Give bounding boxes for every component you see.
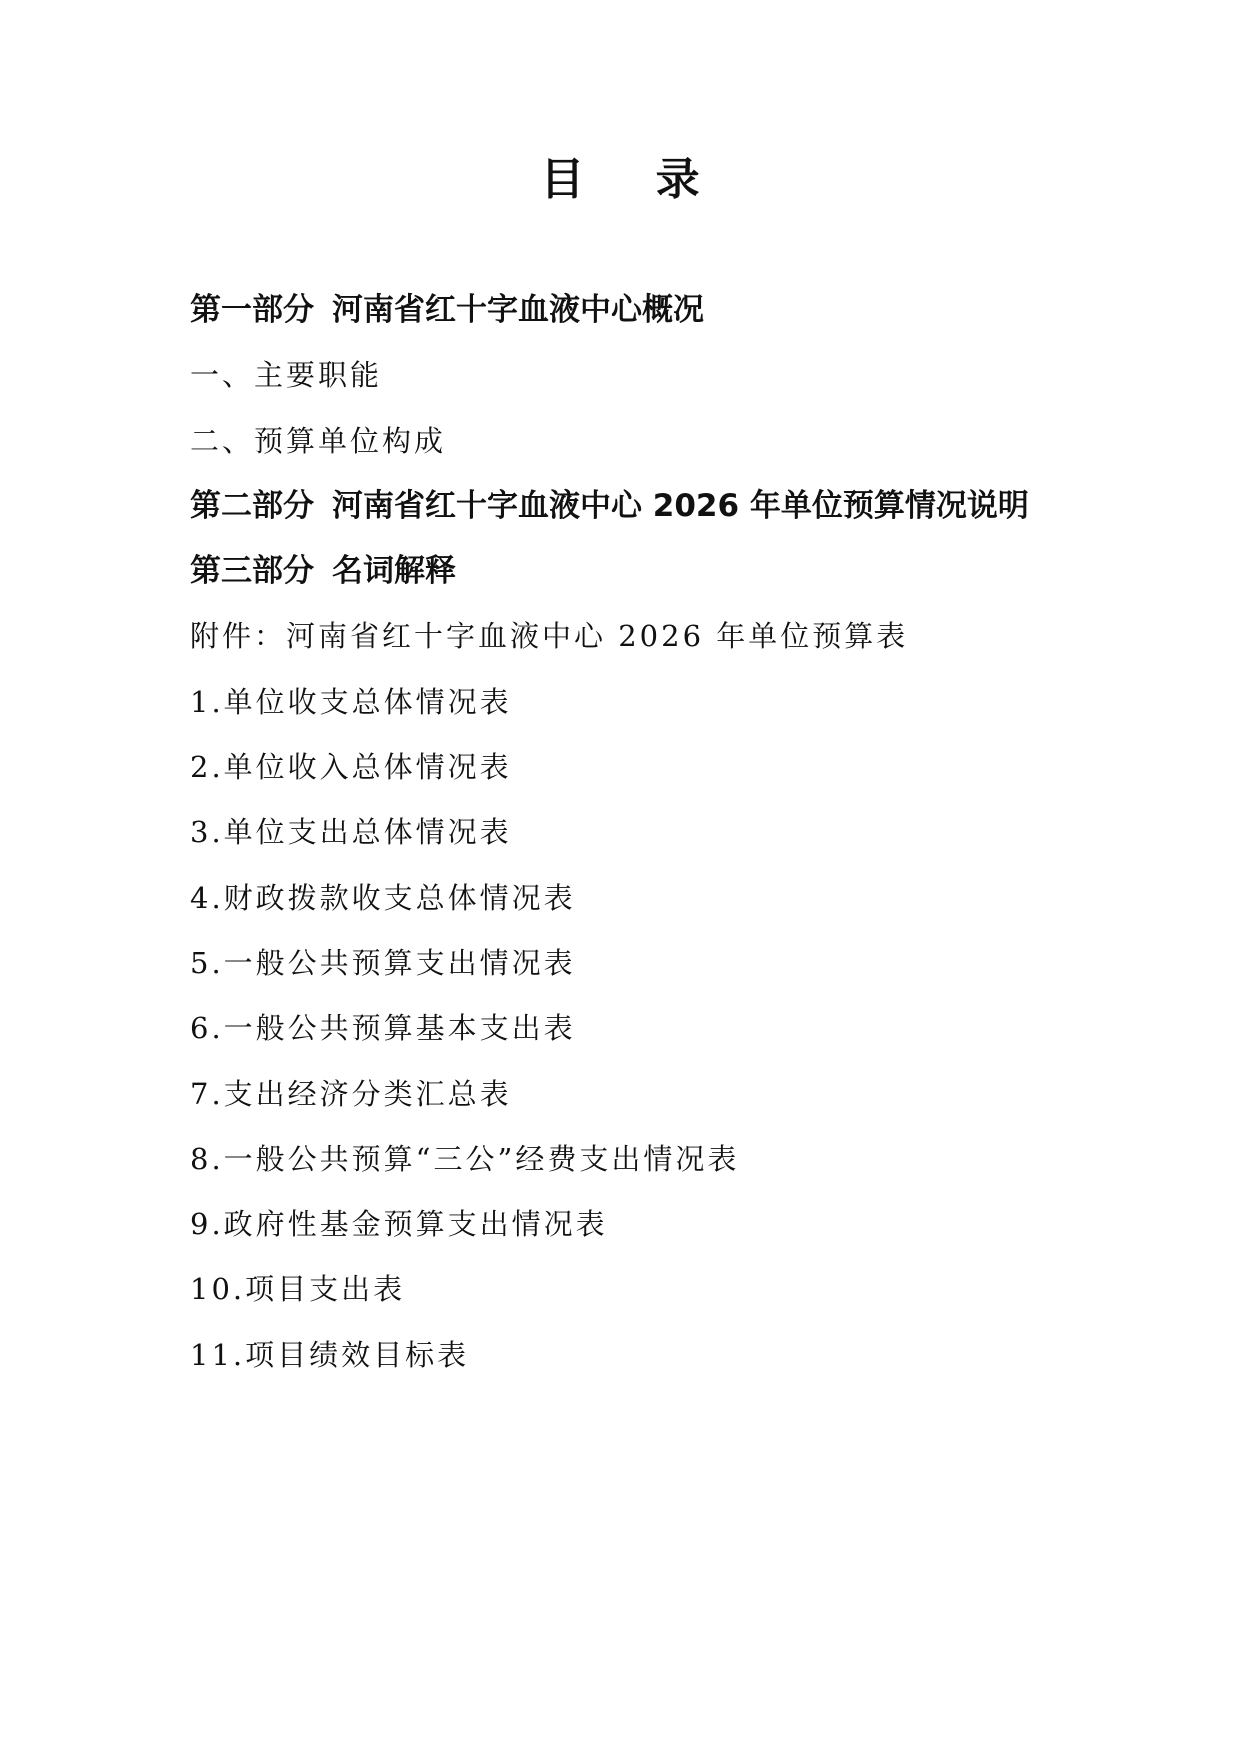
attachment-item[interactable]: 4.财政拨款收支总体情况表	[190, 880, 576, 915]
toc-part-title: 名词解释	[332, 553, 456, 590]
toc-part-1[interactable]	[190, 286, 1150, 351]
attachment-item[interactable]: 11.项目绩效目标表	[190, 1337, 470, 1372]
attachment-item[interactable]: 5.一般公共预算支出情况表	[190, 945, 576, 980]
toc-item[interactable]: 一、主要职能	[190, 358, 383, 393]
toc-part-label: 第一部分	[190, 292, 314, 328]
toc-part-label: 第三部分	[190, 553, 314, 590]
table-of-contents	[190, 286, 1150, 1396]
attachment-heading[interactable]: 附件：河南省红十字血液中心 2026 年单位预算表	[190, 619, 909, 654]
attachment-item[interactable]: 3.单位支出总体情况表	[190, 815, 512, 850]
attachment-item[interactable]: 6.一般公共预算基本支出表	[190, 1011, 576, 1046]
toc-part-title: 河南省红十字血液中心概况	[332, 292, 704, 328]
toc-item[interactable]: 二、预算单位构成	[190, 423, 447, 458]
page-title: 目 录	[540, 154, 728, 205]
toc-part-label: 第二部分	[190, 487, 314, 524]
attachment-item[interactable]: 8.一般公共预算“三公”经费支出情况表	[190, 1141, 740, 1176]
toc-part-3[interactable]	[190, 547, 1150, 612]
attachment-item[interactable]: 2.单位收入总体情况表	[190, 750, 512, 785]
attachment-item[interactable]: 10.项目支出表	[190, 1272, 406, 1307]
toc-part-title: 河南省红十字血液中心 2026 年单位预算情况说明	[332, 487, 1029, 524]
attachment-item[interactable]: 7.支出经济分类汇总表	[190, 1076, 512, 1111]
attachment-item[interactable]: 1.单位收支总体情况表	[190, 684, 512, 719]
toc-part-2[interactable]	[190, 482, 1150, 547]
attachment-item[interactable]: 9.政府性基金预算支出情况表	[190, 1207, 608, 1242]
